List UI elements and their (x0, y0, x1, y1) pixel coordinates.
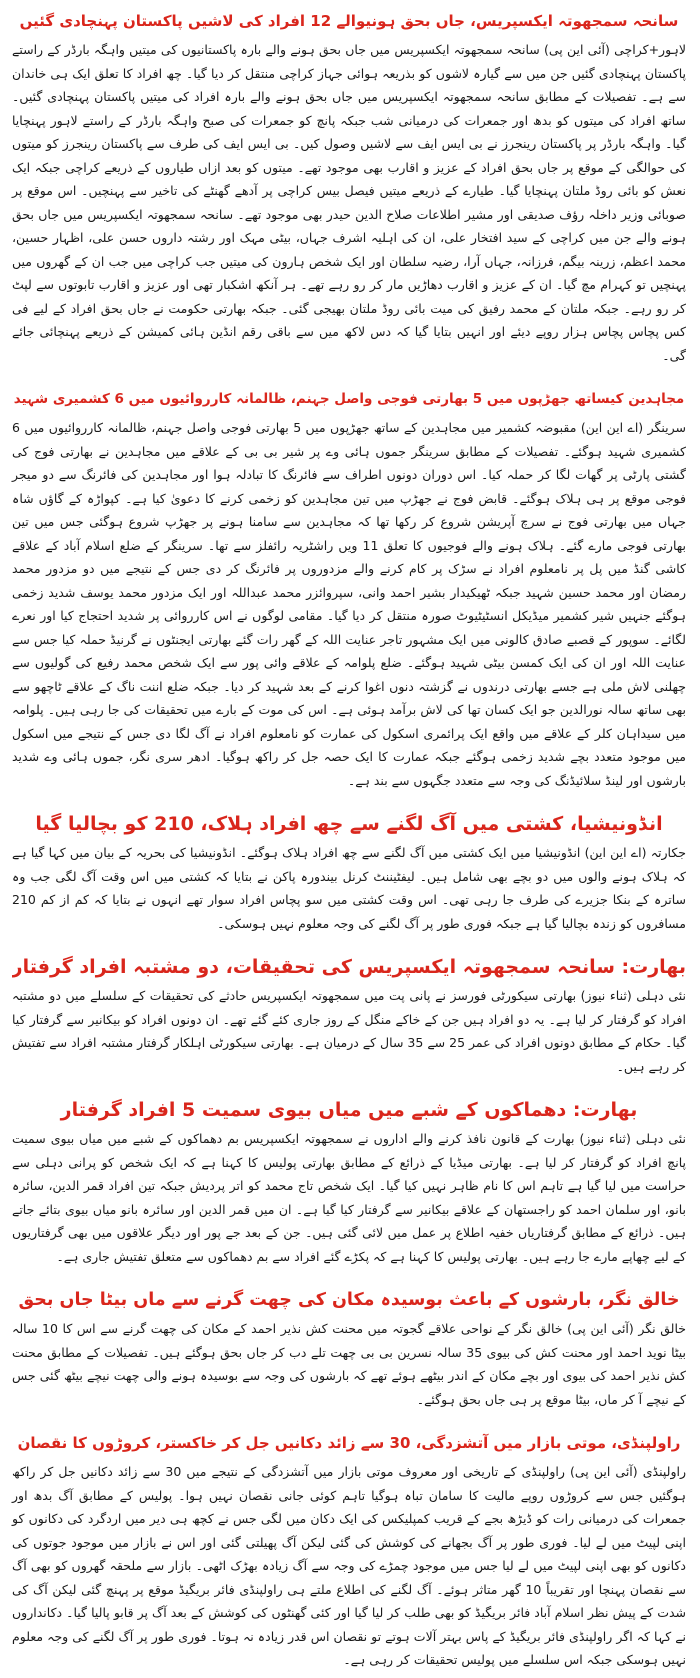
headline: راولپنڈی، موتی بازار میں آتشزدگی، 30 سے زائد دکانیں جل کر خاکستر، کروڑوں کا نقصان (17, 1434, 681, 1453)
story-khaliq-nagar-roof-collapse (12, 1285, 686, 1411)
story-indonesia-boat-fire (12, 809, 686, 935)
story-body: خالق نگر (آئی این پی) خالق نگر کے نواحی علاقے گجوتہ میں محنت کش نذیر احمد کے مکان کی چھت گرنے سے اس کا 10 سالہ بیٹا نوید احمد اور محنت کش کی بیوی 35 سالہ نسرین بی بی چھت تلے دب کر جاں بحق ہوگئے ہیں۔ تفصیلات کے مطابق محنت کش نذیر احمد کی بیوی اور بچے مکان کے اندر بیٹھے ہوئے تھے کہ بارشوں کی وجہ سے بوسیدہ ہونے والی چھت نیچے بیٹھ گئی جس کے نیچے آ کر ماں، بیٹا موقع پر ہی جاں بحق ہوگئے۔ (12, 1321, 687, 1407)
headline: مجاہدین کیساتھ جھڑپوں میں 5 بھارتی فوجی واصل جہنم، ظالمانہ کارروائیوں میں 6 کشمیری شہید (13, 391, 685, 408)
story-body: نئی دہلی (ثناء نیوز) بھارتی سیکورٹی فورسز نے پانی پت میں سمجھوتہ ایکسپریس حادثے کی تحقیقات کے سلسلے میں دو مشتبہ افراد کو گرفتار کر لیا ہے۔ یہ دو افراد ہیں جن کے خاکے منگل کے روز جاری کئے گئے تھے۔ ان دونوں افراد کو بیکانیر سے گرفتار کیا گیا۔ حکام کے مطابق دونوں افراد کی عمر 25 سے 35 سال کے درمیان ہے۔ بھارتی سیکورٹی اہلکار گرفتار مشتبہ افراد سے تفتیش کر رہے ہیں۔ (12, 988, 686, 1074)
headline: انڈونیشیا، کشتی میں آگ لگنے سے چھ افراد ہلاک، 210 کو بچالیا گیا (35, 813, 663, 836)
story-body: جکارتہ (اے این این) انڈونیشیا میں ایک کشتی میں آگ لگنے سے چھ افراد ہلاک ہوگئے۔ انڈونیشیا کی بحریہ کے بیان میں کہا گیا ہے کہ ہلاک ہونے والوں میں دو بچے بھی شامل ہیں۔ لیفٹیننٹ کرنل بیندورہ پاکن نے بتایا کہ کشتی میں اس وقت آگ لگی جب وہ ساترہ کے بنکا جزیرے کی طرف جا رہی تھی۔ اس وقت کشتی میں سو پچاس افراد سوار تھے انہوں نے بتایا کہ کم از کم 210 مسافروں کو زندہ بچالیا گیا ہے جبکہ فوری طور پر آگ لگنے کی وجہ معلوم نہیں ہوسکی۔ (12, 845, 686, 931)
story-kashmir-clashes (12, 384, 686, 792)
story-india-suspects-arrested (12, 952, 686, 1078)
headline: خالق نگر، بارشوں کے باعث بوسیدہ مکان کی چھت گرنے سے ماں بیٹا جاں بحق (18, 1290, 680, 1311)
headline: بھارت: سانحہ سمجھوتہ ایکسپریس کی تحقیقات، دو مشتبہ افراد گرفتار (12, 956, 686, 979)
story-body: سرینگر (اے این این) مقبوضہ کشمیر میں مجاہدین کے ساتھ جھڑپوں میں 5 بھارتی فوجی واصل جہنم، ظالمانہ کارروائیوں میں 6 کشمیری شہید ہوگئے۔ تفصیلات کے مطابق سرینگر جموں ہائی وے پر شیر بی بی کے علاقے میں مجاہدین نے بھارتی فوج کی گشتی پارٹی پر گھات لگا کر حملہ کیا۔ اس دوران دونوں اطراف سے فائرنگ کا تبادلہ ہوا اور مجاہدین کی فائرنگ سے دو میجر فوجی موقع پر ہی ہلاک ہوگئے۔ قابض فوج نے جھڑپ میں تین مجاہدین کو زخمی کرنے کا دعویٰ کیا ہے۔ کپواڑہ کے گاؤں شاہ جہاں میں بھارتی فوج نے سرچ آپریشن شروع کر رکھا تھا کہ مجاہدین سے سامنا ہونے پر جھڑپ شروع ہوگئی جس میں تین بھارتی فوجی مارے گئے۔ ہلاک ہونے والے فوجیوں کا تعلق 11 ویں راشٹریہ رائفلز سے تھا۔ سرینگر کے ضلع اسلام آباد کے علاقے کاشی گنڈ میں پل پر نامعلوم افراد نے سڑک پر کام کرنے والے مزدوروں پر فائرنگ کر دی جس کے نتیجے میں دو مزدور محمد رمضان اور محمد حسین شہید جبکہ ٹھیکیدار بشیر احمد وانی، سپروائزر محمد عبداللہ اور ایک مزدور محمد یوسف شدید زخمی ہوگئے جنہیں شیر کشمیر میڈیکل انسٹیٹیوٹ صورہ منتقل کر دیا گیا۔ مقامی لوگوں نے اس کارروائی پر شدید احتجاج کیا اور نعرے لگائے۔ سوپور کے قصبے صادق کالونی میں ایک مشہور تاجر عنایت اللہ کے گھر رات گئے بھارتی ایجنٹوں نے گرنیڈ حملہ کیا جس سے عنایت اللہ اور ان کی ایک کمسن بیٹی شہید ہوگئے۔ ضلع پلوامہ کے علاقے وائی پور سے ایک شخص محمد رفیع کی گولیوں سے چھلنی لاش ملی ہے جسے بھارتی درندوں نے گزشتہ دنوں اغوا کرنے کے بعد شہید کر دیا۔ جبکہ ضلع اننت ناگ کے علاقے ٹاچھو سے بھی ساتھ سالہ نورالدین جو ایک کسان تھا کی لاش برآمد ہوئی ہے۔ اس کی موت کے بارے میں تحقیقات کی جا رہی ہیں۔ پلوامہ میں سیداہان کلر کے علاقے میں واقع ایک پرائمری اسکول کی عمارت کو نامعلوم افراد نے آگ لگا دی جس کے نتیجے میں اسکول میں موجود متعدد بچے شدید زخمی ہوگئے جبکہ عمارت کا ایک حصہ جل کر راکھ ہوگیا۔ ادھر سری نگر، جموں ہائی وے شدید بارشوں اور لینڈ سلائیڈنگ کی وجہ سے متعدد جگہوں سے بند ہے۔ (12, 420, 686, 788)
story-body: راولپنڈی (آئی این پی) راولپنڈی کے تاریخی اور معروف موتی بازار میں آتشزدگی کے نتیجے میں 30 سے زائد دکانیں جل کر راکھ ہوگئیں جس سے کروڑوں روپے مالیت کا سامان تباہ ہوگیا تاہم کوئی جانی نقصان نہیں ہوا۔ پولیس کے مطابق آگ بدھ اور جمعرات کی درمیانی رات کو ڈیڑھ بجے کے قریب کمپلیکس کی ایک دکان میں لگی جس نے کچھ ہی دیر میں اردگرد کی دکانوں کو اپنی لپیٹ میں لے لیا۔ فوری طور پر آگ بجھانے کی کوشش کی گئی لیکن آگ پھیلتی گئی اور اس نے بازار میں موجود جوتوں کی دکانوں کو بھی اپنی لپیٹ میں لے لیا جس میں موجود چمڑے کی وجہ سے آگ زیادہ بھڑک اٹھی۔ بازار سے ملحقہ گھروں کو بھی آگ سے نقصان پہنچا اور تقریباً 10 گھر متاثر ہوئے۔ آگ لگنے کی اطلاع ملتے ہی راولپنڈی فائر بریگیڈ موقع پر پہنچ گئی لیکن آگ کی شدت کے پیش نظر اسلام آباد فائر بریگیڈ کو بھی طلب کر لیا گیا اور کئی گھنٹوں کی کوشش کے بعد آگ پر قابو پالیا گیا۔ دکانداروں نے کہا کہ اگر راولپنڈی فائر بریگیڈ کے پاس بہتر آلات ہوتے تو نقصان اس قدر زیادہ نہ ہوتا۔ فوری طور پر آگ لگنے کی وجہ معلوم نہیں ہوسکی جبکہ اس سلسلے میں پولیس تحقیقات کر رہی ہے۔ (12, 1464, 686, 1668)
headline: سانحہ سمجھوتہ ایکسپریس، جاں بحق ہونیوالے 12 افراد کی لاشیں پاکستان پہنچادی گئیں (19, 12, 679, 30)
headline: بھارت: دھماکوں کے شبے میں میاں بیوی سمیت 5 افراد گرفتار (60, 1099, 638, 1122)
story-body: نئی دہلی (ثناء نیوز) بھارت کے قانون نافذ کرنے والے اداروں نے سمجھوتہ ایکسپریس بم دھماکوں کے شبے میں میاں بیوی سمیت پانچ افراد کو گرفتار کر لیا ہے۔ بھارتی میڈیا کے ذرائع کے مطابق بھارتی پولیس کا کہنا ہے کہ ایک شخص کو پرانی دہلی سے حراست میں لیا گیا ہے تاہم اس کا نام ظاہر نہیں کیا گیا۔ ایک شخص تاج محمد کو اتر پردیش جبکہ تین افراد قمر الدین، سائرہ بانو، اور سلمان احمد کو راجستھان کے علاقے بیکانیر سے گرفتار کیا گیا ہے۔ ان میں قمر الدین اور سائرہ بانو میاں بیوی بتائے جاتے ہیں۔ ذرائع کے مطابق گرفتاریاں خفیہ اطلاع پر عمل میں لائی گئی ہیں۔ جن کے بعد جے پور اور دیگر علاقوں میں بھی گرفتاریوں کے لیے چھاپے مارے جا رہے ہیں۔ بھارتی پولیس کا کہنا ہے کہ پکڑے گئے افراد سے بم دھماکوں سے متعلق تفتیش جاری ہے۔ (12, 1131, 686, 1264)
story-samjhauta-bodies (12, 6, 686, 367)
story-rawalpindi-bazaar-fire (12, 1428, 686, 1672)
story-india-five-arrested (12, 1095, 686, 1268)
story-body: لاہور+کراچی (آئی این پی) سانحہ سمجھوتہ ایکسپریس میں جاں بحق ہونے والے بارہ پاکستانیوں کی میتیں واہگہ بارڈر کے راستے پاکستان پہنچادی گئیں جن میں سے گیارہ لاشوں کو بذریعہ ہوائی جہاز کراچی منتقل کر دیا گیا۔ چھ افراد کا تعلق ایک ہی خاندان سے ہے۔ تفصیلات کے مطابق سانحہ سمجھوتہ ایکسپریس میں جاں بحق ہونے والے بارہ افراد کی میتیں پاکستان پہنچادی گئیں۔ ساتھ افراد کی میتوں کو بدھ اور جمعرات کی درمیانی شب جبکہ پانچ کو جمعرات کی صبح واہگہ بارڈر کے راستے لاہور پہنچایا گیا۔ واہگہ بارڈر پر پاکستان رینجرز نے بی ایس ایف سے لاشیں وصول کیں۔ بی ایس ایف کی طرف سے پاکستان رینجرز کو میتوں کی حوالگی کے موقع پر جاں بحق افراد کے عزیز و اقارب بھی موجود تھے۔ میتوں کو بعد ازاں طیاروں کے ذریعے کراچی جبکہ ایک نعش کو بائی روڈ ملتان پہنچایا گیا۔ طیارے کے ذریعے میتیں فیصل بیس کراچی پر آدھے گھنٹے کی تاخیر سے پہنچیں۔ اس موقع پر صوبائی وزیر داخلہ رؤف صدیقی اور مشیر اطلاعات صلاح الدین حیدر بھی موجود تھے۔ سانحہ سمجھوتہ ایکسپریس میں جاں بحق ہونے والے جن میں کراچی کے سید افتخار علی، ان کی اہلیہ اشرف جہاں، بیٹی مہک اور رشتہ داروں حسن علی، اظہار حسین، محمد اعظم، زرینہ بیگم، فرزانہ، جہاں آرا، رضیہ سلطان اور ایک شخص ہارون کی میتیں جب کراچی میں جب ان کے گھروں میں پہنچیں تو کہرام مچ گیا۔ ان کے عزیز و اقارب دھاڑیں مار کر رو رہے تھے۔ ہر آنکھ اشکبار تھی اور عزیز و اقارب تابوتوں سے لپٹ کر رو رہے۔ جبکہ ملتان کے محمد رفیق کی میت بائی روڈ ملتان بھیجی گئی۔ جبکہ بھارتی حکومت نے جاں بحق افراد کے لیے فی کس پچاس پچاس ہزار روپے دیئے اور انہیں بتایا گیا کہ دس لاکھ میں سے باقی رقم انڈین ہائی کمیشن کے ذریعے پہنچائی جائے گی۔ (12, 42, 686, 363)
